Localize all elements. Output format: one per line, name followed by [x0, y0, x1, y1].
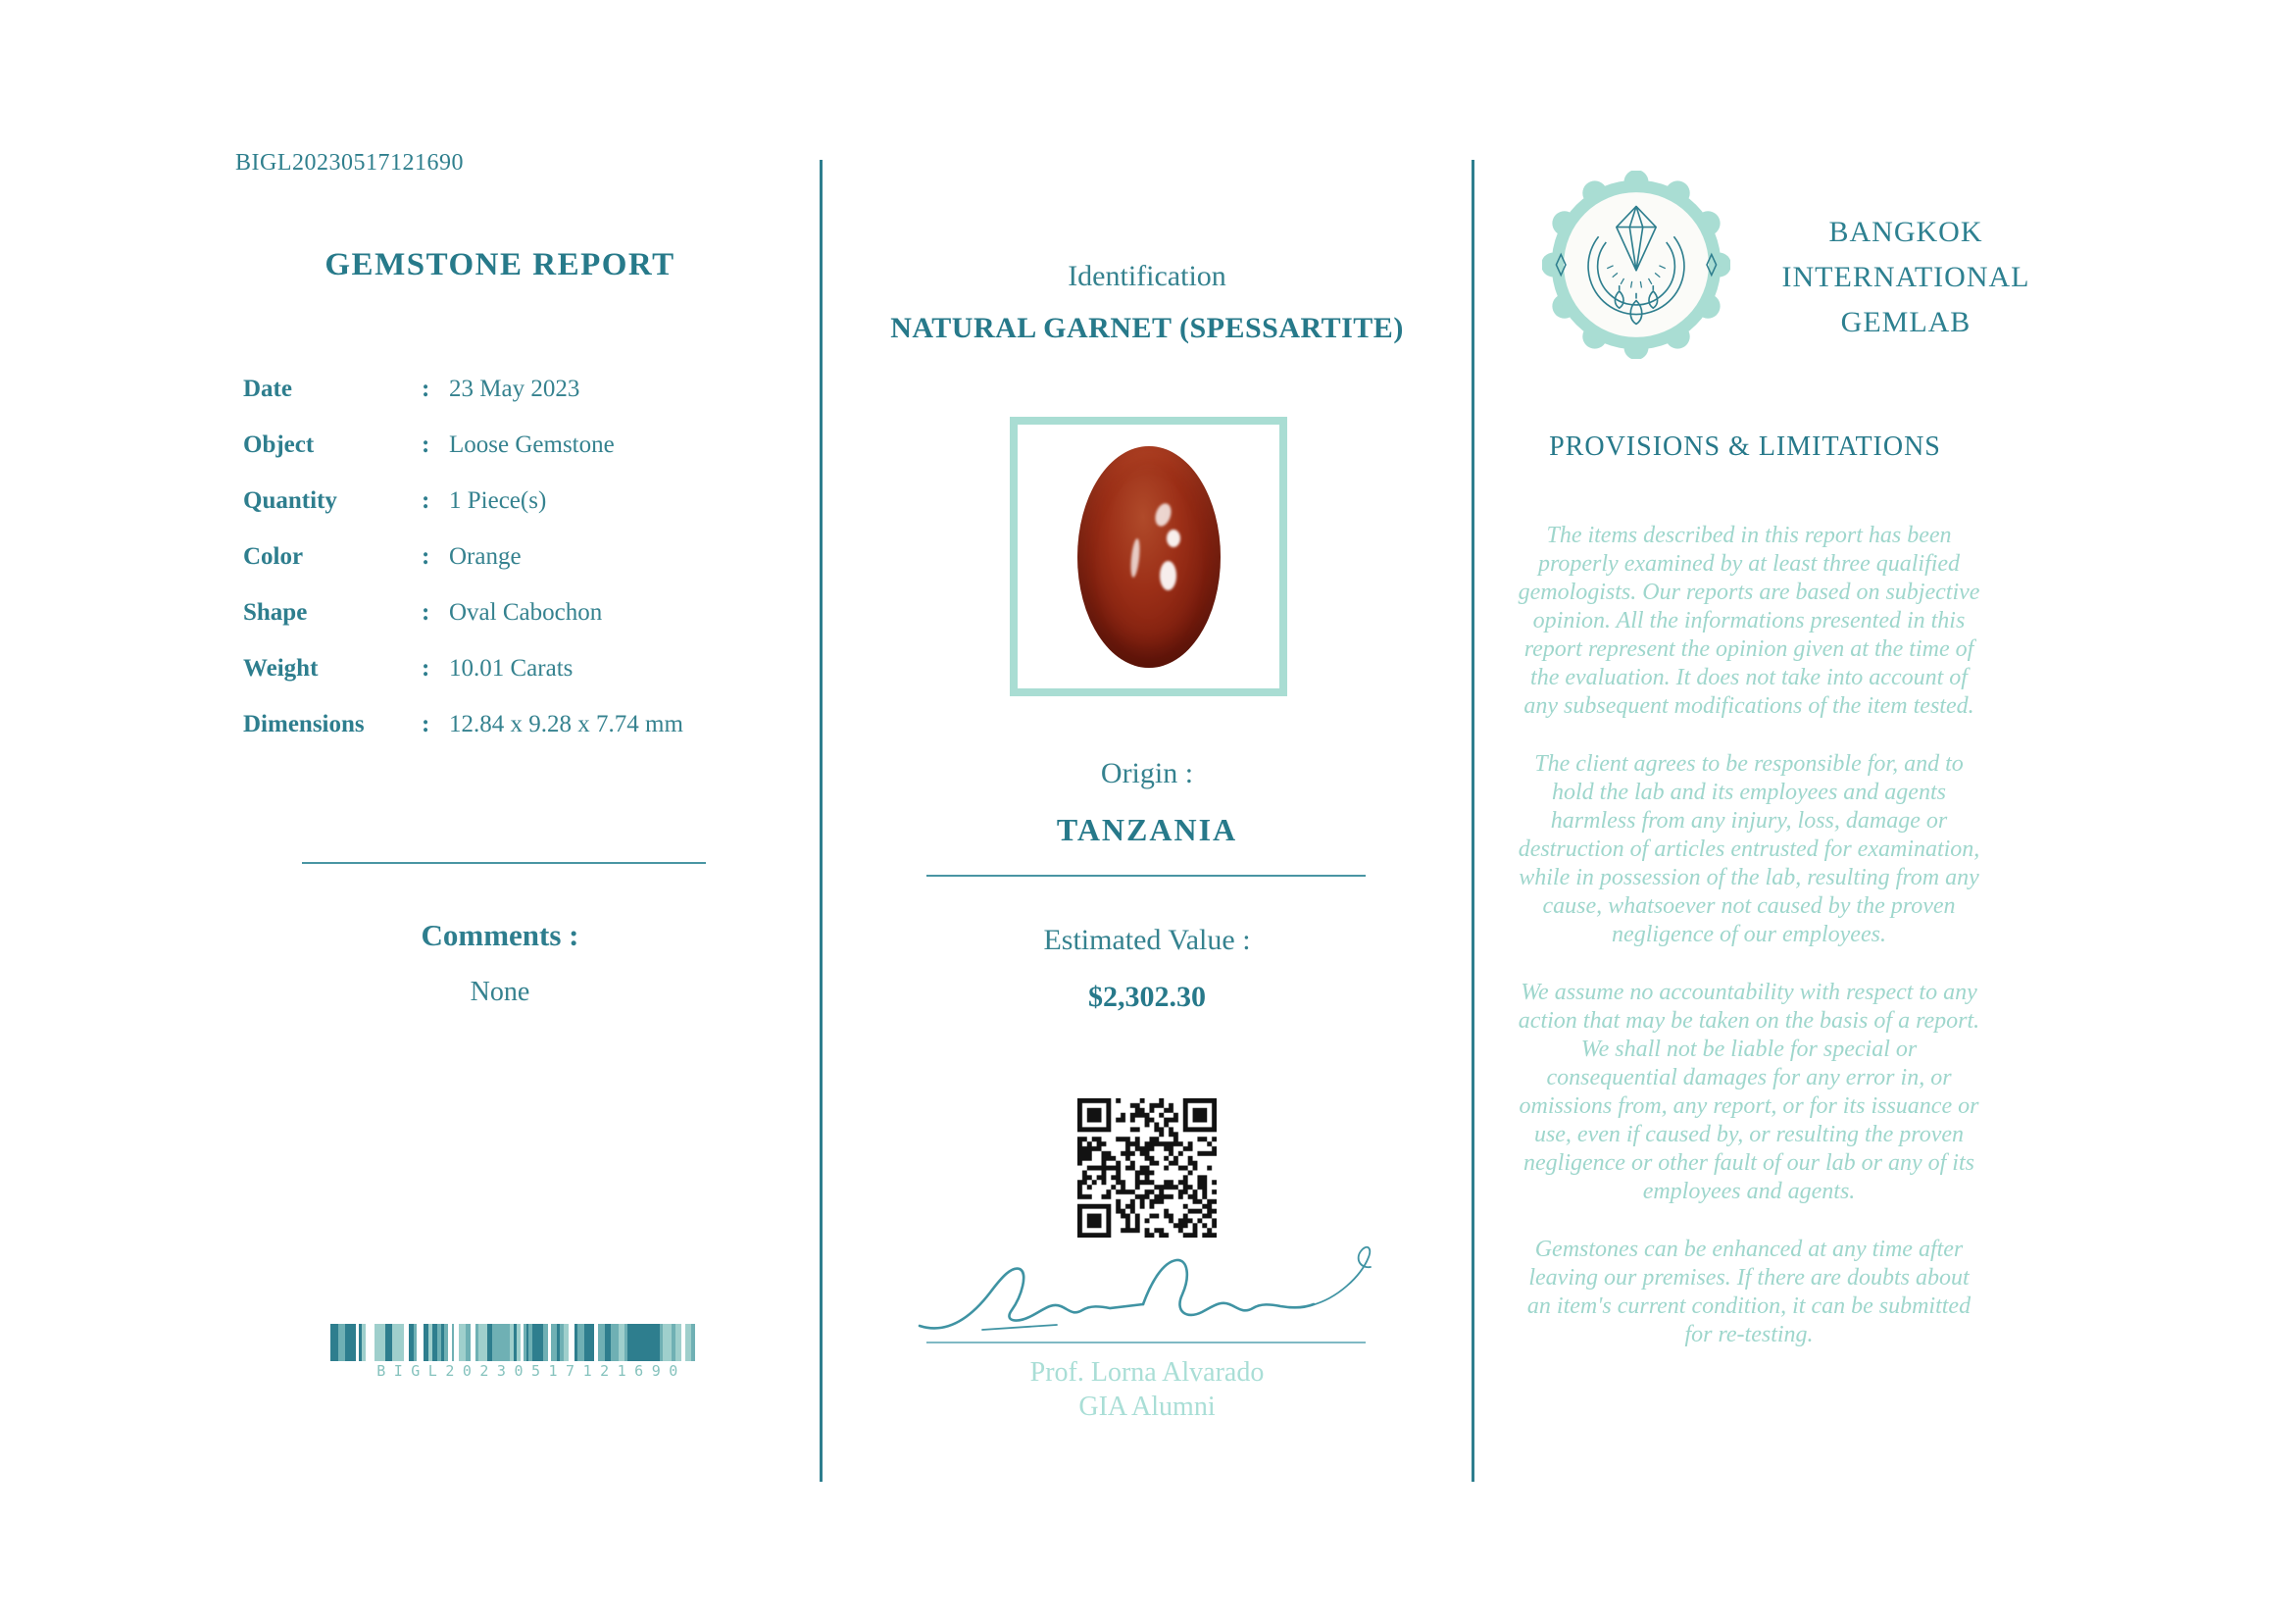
- divider-line: [302, 862, 706, 864]
- field-row-weight: [243, 655, 763, 711]
- identification-species: NATURAL GARNET (SPESSARTITE): [890, 312, 1404, 344]
- field-label: Date: [243, 376, 292, 402]
- field-label: Weight: [243, 655, 319, 682]
- field-colon: :: [422, 711, 430, 737]
- report-fields: [243, 376, 763, 767]
- identification-column: [843, 0, 1451, 1621]
- signatory-name: Prof. Lorna Alvarado: [1029, 1357, 1265, 1388]
- comments-value: None: [470, 977, 530, 1007]
- report-title: GEMSTONE REPORT: [324, 247, 675, 282]
- field-value: 23 May 2023: [449, 376, 580, 402]
- field-row-dimensions: [243, 711, 763, 767]
- field-row-object: [243, 431, 763, 487]
- estimated-value-amount: $2,302.30: [1088, 981, 1206, 1013]
- barcode-bars: [330, 1324, 732, 1361]
- signature-line: [926, 1342, 1366, 1343]
- signatory-block: [843, 1355, 1451, 1424]
- field-value: Orange: [449, 543, 522, 570]
- provisions-paragraph: The items described in this report has been properly examined by at least three qualified gemologists. Our reports are based on subjective opinion. All the informations presented in this report represent the opinion given at the time of the evaluation. It does not take into account of any subsequent modifications of the item tested.: [1518, 523, 1980, 719]
- lab-name: [1748, 210, 2064, 345]
- gemstone-photo: [1077, 446, 1221, 668]
- provisions-paragraph: The client agrees to be responsible for, and to hold the lab and its employees and agents harmless from any injury, loss, damage or destruction of articles entrusted for examination, while in possession of the lab, resulting from any cause, whatsoever not caused by the proven negligence of our employees.: [1518, 751, 1980, 947]
- report-number: BIGL20230517121690: [235, 150, 464, 176]
- provisions-text: [1515, 522, 1983, 1379]
- origin-label: Origin :: [1100, 757, 1194, 789]
- field-label: Object: [243, 431, 315, 458]
- field-value: 12.84 x 9.28 x 7.74 mm: [449, 711, 683, 737]
- lab-column: [1515, 0, 2064, 1621]
- field-colon: :: [422, 655, 430, 682]
- comments-label: Comments :: [421, 918, 579, 952]
- field-row-shape: [243, 599, 763, 655]
- origin-value: TANZANIA: [1056, 812, 1238, 847]
- gem-highlight: [1129, 538, 1141, 579]
- gem-highlight: [1152, 502, 1173, 529]
- field-row-quantity: [243, 487, 763, 543]
- field-colon: :: [422, 376, 430, 402]
- provisions-paragraph: Gemstones can be enhanced at any time after leaving our premises. If there are doubts about an item's current condition, it can be submitted for re-testing.: [1526, 1237, 1972, 1347]
- field-colon: :: [422, 431, 430, 458]
- gem-highlight: [1160, 561, 1176, 590]
- field-label: Dimensions: [243, 711, 365, 737]
- field-value: 1 Piece(s): [449, 487, 547, 514]
- gemlab-logo: [1542, 171, 1730, 359]
- field-value: Loose Gemstone: [449, 431, 615, 458]
- signature: [914, 1234, 1384, 1346]
- column-divider: [820, 160, 823, 1482]
- barcode-text: BIGL20230517121690: [376, 1362, 686, 1380]
- barcode: [330, 1324, 732, 1380]
- gemstone-photo-frame: [1010, 417, 1287, 696]
- field-row-color: [243, 543, 763, 599]
- field-label: Quantity: [243, 487, 337, 514]
- lab-name-line: INTERNATIONAL: [1781, 261, 2030, 293]
- field-colon: :: [422, 599, 430, 626]
- estimated-value-label: Estimated Value :: [1043, 924, 1251, 956]
- provisions-heading: PROVISIONS & LIMITATIONS: [1549, 431, 1941, 462]
- qr-code: [1077, 1098, 1217, 1238]
- signatory-title: GIA Alumni: [1078, 1392, 1216, 1422]
- field-value: Oval Cabochon: [449, 599, 603, 626]
- lab-name-line: GEMLAB: [1840, 306, 1972, 338]
- field-row-date: [243, 376, 763, 431]
- provisions-paragraph: We assume no accountability with respect to any action that may be taken on the basis of a report. We shall not be liable for special or consequential damages for any error in, or omissions from, any report, or for its issuance or use, even if caused by, or resulting the proven negligence or other fault of our lab or any of its employees and agents.: [1518, 980, 1980, 1204]
- divider-line: [926, 875, 1366, 877]
- field-value: 10.01 Carats: [449, 655, 574, 682]
- field-label: Color: [243, 543, 304, 570]
- report-column: [225, 0, 774, 1621]
- lab-name-line: BANGKOK: [1828, 216, 1983, 248]
- identification-heading: Identification: [1068, 260, 1226, 292]
- gem-highlight: [1167, 530, 1180, 547]
- column-divider: [1472, 160, 1474, 1482]
- field-colon: :: [422, 487, 430, 514]
- field-label: Shape: [243, 599, 308, 626]
- field-colon: :: [422, 543, 430, 570]
